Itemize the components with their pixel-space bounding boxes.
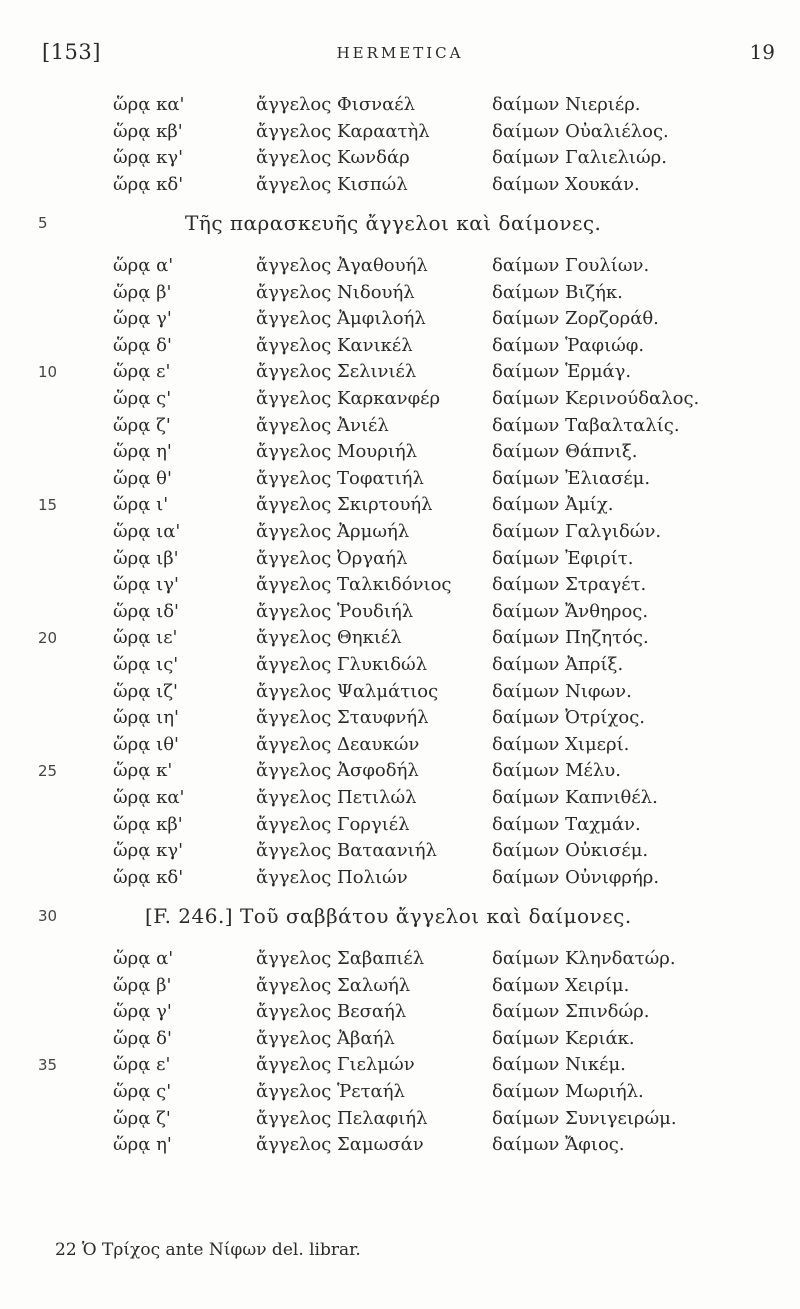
- daemon-name: δαίμων Κερινούδαλος.: [492, 388, 700, 409]
- section-heading: [0, 901, 800, 931]
- angel-name: ἄγγελος Ῥεταήλ: [256, 1081, 405, 1102]
- angel-name: ἄγγελος Γοργιέλ: [256, 813, 410, 835]
- hour-label: ὥρᾳ ε': [113, 1054, 171, 1076]
- table-row: [0, 517, 800, 547]
- table-row: [0, 464, 800, 494]
- angel-name: ἄγγελος Πολιών: [256, 866, 408, 888]
- daemon-name: δαίμων Οὐαλιέλος.: [492, 120, 669, 142]
- hour-label: ὥρᾳ κδ': [113, 866, 184, 888]
- running-title: HERMETICA: [336, 44, 464, 62]
- hour-label: ὥρᾳ ιγ': [113, 574, 179, 596]
- daemon-name: δαίμων Ἄνθηρος.: [492, 600, 649, 622]
- daemon-name: δαίμων Στραγέτ.: [492, 574, 647, 596]
- angel-name: ἄγγελος Φισναέλ: [256, 94, 415, 115]
- table-row: [0, 730, 800, 760]
- daemon-name: δαίμων Καπνιθέλ.: [492, 787, 658, 808]
- angel-name: ἄγγελος Ἀρμωήλ: [256, 521, 410, 542]
- hour-label: ὥρᾳ β': [113, 281, 172, 303]
- table-row: [0, 756, 800, 786]
- hour-label: ὥρᾳ α': [113, 948, 174, 969]
- line-number: 5: [38, 214, 48, 233]
- table-row: [0, 411, 800, 441]
- angel-name: ἄγγελος Σταυφνήλ: [256, 707, 429, 729]
- daemon-name: δαίμων Ἀμίχ.: [492, 494, 614, 516]
- daemon-name: δαίμων Συνιγειρώμ.: [492, 1107, 677, 1129]
- daemon-name: δαίμων Ἑρμάγ.: [492, 361, 632, 383]
- daemon-name: δαίμων Νιεριέρ.: [492, 94, 641, 115]
- table-row: [0, 1077, 800, 1107]
- line-number: 20: [38, 629, 58, 648]
- hour-label: ὥρᾳ κ': [113, 760, 173, 782]
- angel-name: ἄγγελος Καρκανφέρ: [256, 388, 441, 409]
- daemon-name: δαίμων Ἐφιρίτ.: [492, 547, 634, 569]
- table-row: [0, 1024, 800, 1054]
- angel-name: ἄγγελος Τοφατιήλ: [256, 467, 424, 489]
- angel-name: ἄγγελος Σκιρτουήλ: [256, 494, 433, 516]
- angel-name: ἄγγελος Θηκιέλ: [256, 627, 402, 649]
- line-number: 10: [38, 363, 58, 382]
- hour-label: ὥρᾳ θ': [113, 467, 172, 489]
- daemon-name: δαίμων Ταβαλταλίς.: [492, 414, 680, 436]
- table-row: [0, 1130, 800, 1160]
- table-row: [0, 997, 800, 1027]
- table-row: [0, 1050, 800, 1080]
- angel-name: ἄγγελος Ῥουδιήλ: [256, 600, 414, 622]
- angel-name: ἄγγελος Κωνδάρ: [256, 147, 410, 169]
- table-row: [0, 971, 800, 1001]
- hour-label: ὥρᾳ ιε': [113, 627, 178, 649]
- angel-name: ἄγγελος Νιδουήλ: [256, 281, 415, 303]
- hour-label: ὥρᾳ ιβ': [113, 547, 179, 569]
- hour-label: ὥρᾳ ις': [113, 654, 179, 675]
- hour-label: ὥρᾳ κα': [113, 94, 185, 115]
- page-number-bracketed: [153]: [42, 40, 101, 64]
- table-row: [0, 810, 800, 840]
- page-header: [0, 40, 800, 70]
- line-number: 30: [38, 907, 58, 926]
- table-row: [0, 490, 800, 520]
- table-row: [0, 863, 800, 893]
- daemon-name: δαίμων Ζορζοράθ.: [492, 308, 659, 330]
- daemon-name: δαίμων Οὐνιφρήρ.: [492, 866, 660, 888]
- angel-name: ἄγγελος Πελαφιήλ: [256, 1107, 428, 1129]
- angel-name: ἄγγελος Ἀβαήλ: [256, 1027, 395, 1049]
- table-row: [0, 90, 800, 120]
- table-row: [0, 703, 800, 733]
- angel-name: ἄγγελος Πετιλώλ: [256, 787, 417, 808]
- hour-label: ὥρᾳ δ': [113, 334, 172, 356]
- table-row: [0, 623, 800, 653]
- daemon-name: δαίμων Βιζήκ.: [492, 281, 623, 303]
- daemon-name: δαίμων Σπινδώρ.: [492, 1001, 650, 1023]
- table-row: [0, 357, 800, 387]
- hour-label: ὥρᾳ ιζ': [113, 680, 178, 702]
- angel-name: ἄγγελος Ἀμφιλοήλ: [256, 308, 426, 330]
- angel-name: ἄγγελος Γιελμών: [256, 1054, 415, 1076]
- table-row: [0, 570, 800, 600]
- table-row: [0, 544, 800, 574]
- angel-name: ἄγγελος Ταλκιδόνιος: [256, 574, 452, 596]
- hour-label: ὥρᾳ ιη': [113, 707, 179, 729]
- angel-name: ἄγγελος Ἀσφοδήλ: [256, 760, 419, 782]
- daemon-name: δαίμων Γαλιελιώρ.: [492, 147, 667, 169]
- angel-name: ἄγγελος Ὀργαήλ: [256, 547, 408, 569]
- daemon-name: δαίμων Ἐλιασέμ.: [492, 467, 651, 489]
- table-row: [0, 117, 800, 147]
- daemon-name: δαίμων Ῥαφιώφ.: [492, 334, 645, 356]
- hour-label: ὥρᾳ ς': [113, 388, 172, 409]
- hour-label: ὥρᾳ ζ': [113, 414, 171, 436]
- section-heading-text: [F. 246.] Τοῦ σαββάτου ἄγγελοι καὶ δαίμονες.: [145, 904, 632, 929]
- daemon-name: δαίμων Κληνδατώρ.: [492, 948, 676, 969]
- hour-label: ὥρᾳ κβ': [113, 120, 183, 142]
- angel-name: ἄγγελος Βεσαήλ: [256, 1001, 407, 1023]
- angel-name: ἄγγελος Ἀγαθουήλ: [256, 255, 428, 276]
- table-row: [0, 170, 800, 200]
- angel-name: ἄγγελος Κισπώλ: [256, 173, 408, 195]
- daemon-name: δαίμων Χουκάν.: [492, 173, 640, 195]
- table-row: [0, 783, 800, 813]
- daemon-name: δαίμων Μωριήλ.: [492, 1081, 644, 1102]
- angel-name: ἄγγελος Καραατὴλ: [256, 120, 430, 142]
- hour-label: ὥρᾳ η': [113, 1134, 172, 1156]
- table-row: [0, 278, 800, 308]
- angel-name: ἄγγελος Δεαυκών: [256, 733, 420, 755]
- daemon-name: δαίμων Ἀπρίξ.: [492, 654, 624, 675]
- hour-label: ὥρᾳ ιθ': [113, 733, 179, 755]
- table-row: [0, 836, 800, 866]
- daemon-name: δαίμων Νιφων.: [492, 680, 632, 702]
- hour-label: ὥρᾳ δ': [113, 1027, 172, 1049]
- hour-label: ὥρᾳ κγ': [113, 147, 184, 169]
- daemon-name: δαίμων Μέλυ.: [492, 760, 621, 782]
- angel-name: ἄγγελος Γλυκιδώλ: [256, 654, 428, 675]
- daemon-name: δαίμων Ἄφιος.: [492, 1134, 625, 1156]
- angel-name: ἄγγελος Σαμωσάν: [256, 1134, 424, 1156]
- angel-name: ἄγγελος Κανικέλ: [256, 334, 413, 356]
- line-number: 25: [38, 762, 58, 781]
- hour-label: ὥρᾳ β': [113, 974, 172, 996]
- daemon-name: δαίμων Χειρίμ.: [492, 974, 630, 996]
- daemon-name: δαίμων Ὀτρίχος.: [492, 707, 645, 729]
- hour-label: ὥρᾳ η': [113, 441, 172, 463]
- hour-label: ὥρᾳ κγ': [113, 840, 184, 862]
- daemon-name: δαίμων Θάπνιξ.: [492, 441, 638, 463]
- table-row: [0, 331, 800, 361]
- table-row: [0, 304, 800, 334]
- page-number: 19: [749, 40, 775, 64]
- angel-name: ἄγγελος Ἀνιέλ: [256, 414, 389, 436]
- angel-name: ἄγγελος Σαβαπιέλ: [256, 948, 425, 969]
- footnote: 22 Ὁ Τρίχος ante Νίφων del. librar.: [55, 1240, 361, 1260]
- daemon-name: δαίμων Ταχμάν.: [492, 813, 641, 835]
- angel-name: ἄγγελος Βαταανιήλ: [256, 840, 437, 862]
- angel-name: ἄγγελος Σελινιέλ: [256, 361, 417, 383]
- angel-name: ἄγγελος Μουριήλ: [256, 441, 418, 463]
- angel-name: ἄγγελος Ψαλμάτιος: [256, 680, 439, 702]
- hour-label: ὥρᾳ γ': [113, 308, 172, 330]
- hour-label: ὥρᾳ ζ': [113, 1107, 171, 1129]
- daemon-name: δαίμων Κεριάκ.: [492, 1027, 635, 1049]
- table-row: [0, 597, 800, 627]
- angel-name: ἄγγελος Σαλωήλ: [256, 974, 411, 996]
- table-row: [0, 143, 800, 173]
- hour-label: ὥρᾳ ς': [113, 1081, 172, 1102]
- table-row: [0, 650, 800, 680]
- line-number: 35: [38, 1056, 58, 1075]
- table-row: [0, 384, 800, 414]
- daemon-name: δαίμων Γαλγιδών.: [492, 521, 662, 542]
- line-number: 15: [38, 496, 58, 515]
- table-row: [0, 944, 800, 974]
- daemon-name: δαίμων Γουλίων.: [492, 255, 650, 276]
- table-row: [0, 1104, 800, 1134]
- hour-label: ὥρᾳ ιδ': [113, 600, 179, 622]
- daemon-name: δαίμων Χιμερί.: [492, 733, 630, 755]
- hour-label: ὥρᾳ κβ': [113, 813, 183, 835]
- section-heading-text: Τῆς παρασκευῆς ἄγγελοι καὶ δαίμονες.: [185, 211, 602, 236]
- daemon-name: δαίμων Οὐκισέμ.: [492, 840, 649, 862]
- hour-label: ὥρᾳ κα': [113, 787, 185, 808]
- daemon-name: δαίμων Νικέμ.: [492, 1054, 626, 1076]
- hour-label: ὥρᾳ γ': [113, 1001, 172, 1023]
- daemon-name: δαίμων Πηζητός.: [492, 627, 649, 649]
- table-row: [0, 251, 800, 281]
- hour-label: ὥρᾳ ι': [113, 494, 169, 516]
- hour-label: ὥρᾳ ια': [113, 521, 181, 542]
- table-row: [0, 437, 800, 467]
- hour-label: ὥρᾳ κδ': [113, 173, 184, 195]
- hour-label: ὥρᾳ α': [113, 255, 174, 276]
- table-row: [0, 677, 800, 707]
- section-heading: [0, 208, 800, 238]
- hour-label: ὥρᾳ ε': [113, 361, 171, 383]
